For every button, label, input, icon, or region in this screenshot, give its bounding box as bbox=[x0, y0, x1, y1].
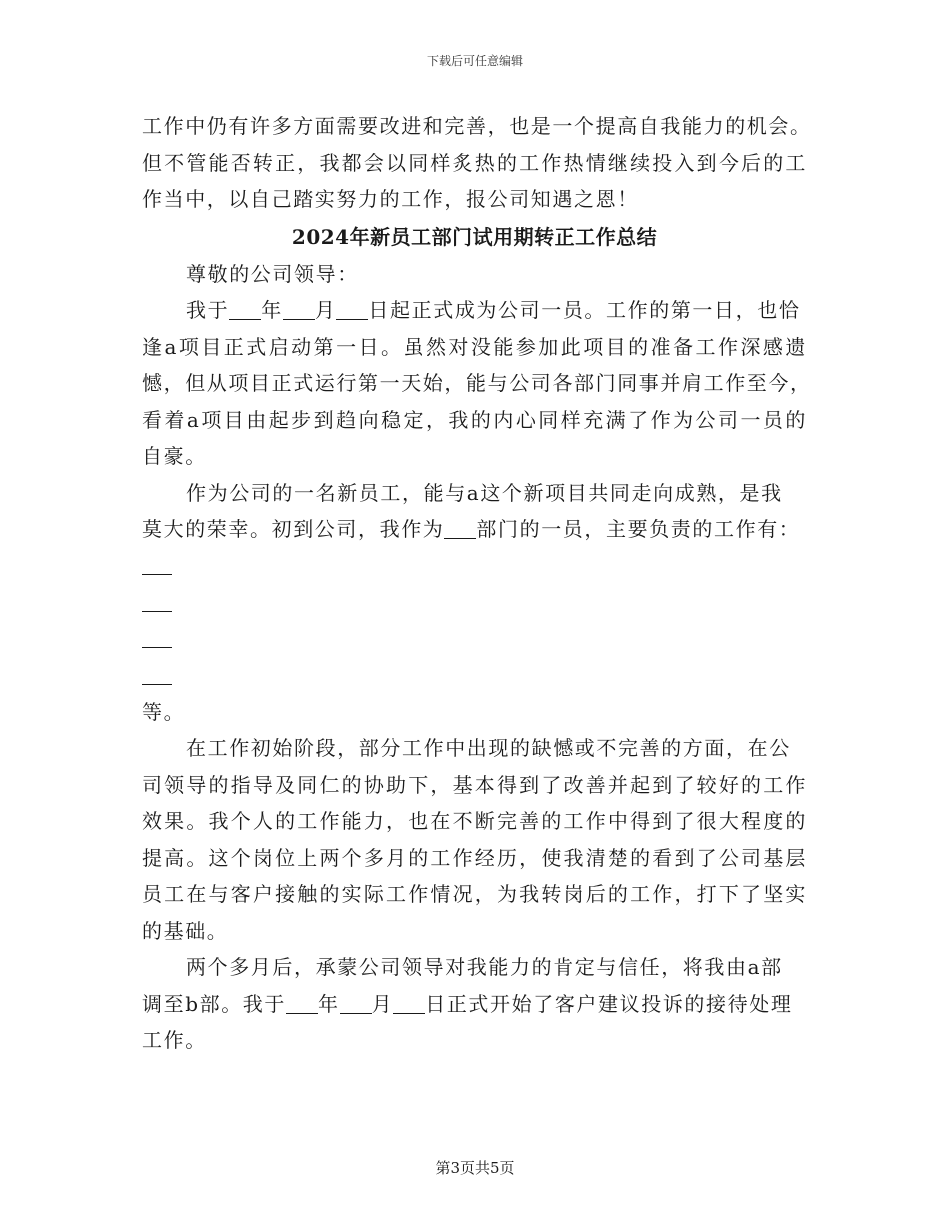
intro-line-1: 工作中仍有许多方面需要改进和完善，也是一个提高自我能力的机会。 bbox=[142, 114, 812, 138]
duty-blank-4 bbox=[142, 657, 807, 694]
document-title: 2024年新员工部门试用期转正工作总结 bbox=[291, 224, 658, 249]
blank-department bbox=[444, 518, 476, 539]
para1-text-1d: 日起正式成为公司一员。工作的第一日，也恰 bbox=[368, 298, 801, 322]
para1-line-4: 看着a项目由起步到趋向稳定，我的内心同样充满了作为公司一员的 bbox=[142, 407, 807, 432]
para2-line-1: 作为公司的一名新员工，能与a这个新项目共同走向成熟，是我 bbox=[186, 480, 783, 505]
blank-day bbox=[336, 299, 368, 320]
para2-text-2a: 莫大的荣幸。初到公司，我作为 bbox=[142, 517, 445, 541]
intro-line-3: 作当中，以自己踏实努力的工作，报公司知遇之恩！ bbox=[142, 187, 639, 211]
para3-line-3: 效果。我个人的工作能力，也在不断完善的工作中得到了很大程度的 bbox=[142, 809, 807, 833]
para3-line-4: 提高。这个岗位上两个多月的工作经历，使我清楚的看到了公司基层 bbox=[142, 845, 807, 870]
blank-year bbox=[229, 299, 261, 320]
para1-line-2: 逢a项目正式启动第一日。虽然对没能参加此项目的准备工作深感遗 bbox=[142, 334, 807, 359]
duty-ending: 等。 bbox=[142, 699, 186, 724]
blank-year-2 bbox=[286, 993, 318, 1014]
salutation: 尊敬的公司领导： bbox=[186, 261, 359, 286]
document-body bbox=[142, 108, 812, 1059]
blank-month bbox=[283, 299, 315, 320]
para4-line-1: 两个多月后，承蒙公司领导对我能力的肯定与信任，将我由a部 bbox=[186, 955, 783, 979]
blank-month-2 bbox=[340, 993, 372, 1014]
para3-line-1: 在工作初始阶段，部分工作中出现的缺憾或不完善的方面，在公 bbox=[186, 736, 791, 760]
para2-line-2 bbox=[142, 511, 807, 548]
para4-text-2a: 调至b部。我于 bbox=[142, 991, 287, 1016]
page-footer: 第3页共5页 bbox=[435, 1159, 515, 1177]
para1-text-1a: 我于 bbox=[186, 298, 230, 322]
duty-blank-1 bbox=[142, 548, 807, 585]
blank-day-2 bbox=[393, 993, 425, 1014]
para3-line-5: 员工在与客户接触的实际工作情况，为我转岗后的工作，打下了坚实 bbox=[142, 882, 807, 906]
para4-text-2d: 日正式开始了客户建议投诉的接待处理 bbox=[425, 991, 793, 1016]
para1-text-1b: 年 bbox=[261, 298, 283, 322]
para1-line-3: 憾，但从项目正式运行第一天始，能与公司各部门同事并肩工作至今， bbox=[142, 371, 812, 395]
para2-text-2b: 部门的一员，主要负责的工作有： bbox=[476, 517, 801, 541]
duty-blank-3 bbox=[142, 621, 807, 658]
para4-text-2c: 月 bbox=[371, 991, 394, 1016]
duty-blank-2 bbox=[142, 584, 807, 621]
para1-line-5: 自豪。 bbox=[142, 444, 207, 468]
para3-line-2: 司领导的指导及同仁的协助下，基本得到了改善并起到了较好的工作 bbox=[142, 772, 807, 797]
page-header: 下载后可任意编辑 bbox=[426, 54, 523, 68]
para4-line-2 bbox=[142, 986, 807, 1023]
para1-text-1c: 月 bbox=[314, 298, 337, 322]
para4-text-2b: 年 bbox=[318, 991, 340, 1016]
para1-line-1 bbox=[142, 292, 807, 329]
para4-line-3: 工作。 bbox=[142, 1028, 207, 1052]
para3-line-6: 的基础。 bbox=[142, 918, 229, 943]
intro-line-2: 但不管能否转正，我都会以同样炙热的工作热情继续投入到今后的工 bbox=[142, 150, 807, 175]
